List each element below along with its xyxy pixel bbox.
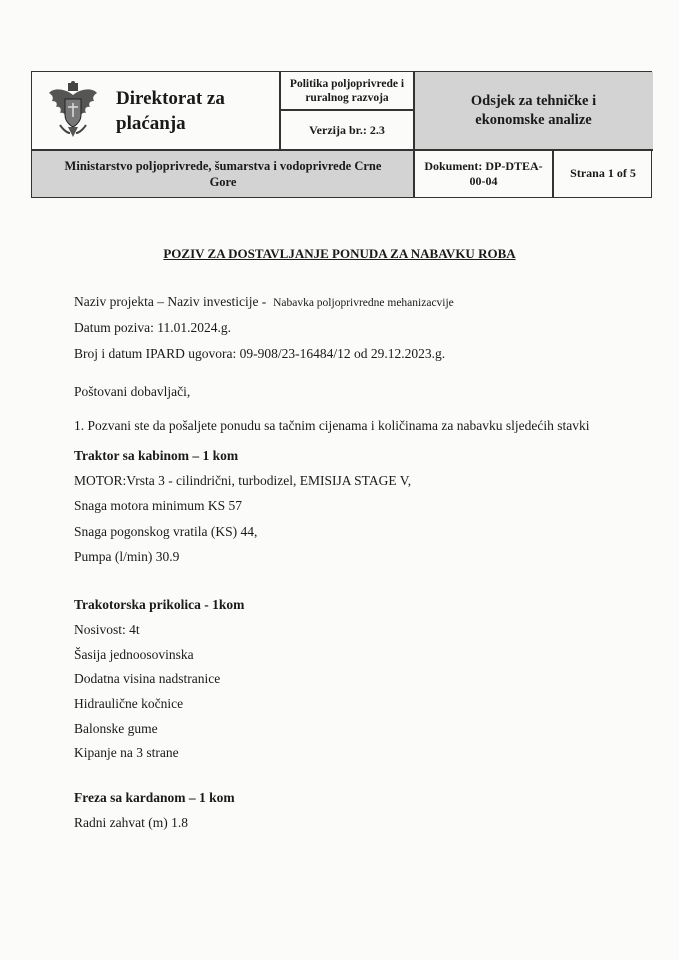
org-name: Direktorat za plaćanja [116, 88, 225, 134]
greeting: Poštovani dobavljači, [74, 384, 191, 399]
spec-line: Balonske gume [74, 721, 158, 736]
spec-line: Šasija jednoosovinska [74, 647, 194, 662]
spec-line: Hidraulične kočnice [74, 696, 184, 711]
ministry-cell: Ministarstvo poljoprivrede, šumarstva i vodoprivrede Crne Gore [32, 150, 414, 197]
item-heading: Freza sa kardanom – 1 kom [74, 790, 235, 805]
spec-line: Pumpa (l/min) 30.9 [74, 549, 180, 564]
spec-line: Nosivost: 4t [74, 622, 140, 637]
project-line [74, 294, 454, 310]
spec-line: MOTOR:Vrsta 3 - cilindrični, turbodizel, EMISIJA STAGE V, [74, 473, 412, 488]
item-heading: Traktor sa kabinom – 1 kom [74, 448, 239, 463]
page-title: POZIV ZA DOSTAVLJANJE PONUDA ZA NABAVKU ROBA [163, 246, 516, 261]
project-label: Naziv projekta – Naziv investicije - [74, 294, 267, 309]
org-cell [32, 72, 280, 150]
spec-line: Radni zahvat (m) 1.8 [74, 815, 188, 830]
department-cell: Odsjek za tehničke i ekonomske analize [414, 72, 653, 150]
contract-line: Broj i datum IPARD ugovora: 09-908/23-16484/12 od 29.12.2023.g. [74, 346, 446, 361]
document-header [31, 71, 652, 198]
policy-cell: Politika poljoprivrede i ruralnog razvoja [289, 78, 405, 104]
spec-line: Kipanje na 3 strane [74, 745, 179, 760]
item-intro: 1. Pozvani ste da pošaljete ponudu sa tačnim cijenama i količinama za nabavku sljedećih stavki [74, 418, 590, 433]
version-cell: Verzija br.: 2.3 [309, 122, 385, 137]
project-value: Nabavka poljoprivredne mehanizacvije [273, 297, 454, 309]
item-heading: Trakotorska prikolica - 1kom [74, 597, 245, 612]
invitation-date: Datum poziva: 11.01.2024.g. [74, 320, 231, 335]
spec-line: Dodatna visina nadstranice [74, 671, 221, 686]
spec-line: Snaga motora minimum KS 57 [74, 498, 242, 513]
page-number-cell: Strana 1 of 5 [570, 166, 636, 180]
spec-line: Snaga pogonskog vratila (KS) 44, [74, 524, 258, 539]
document-id-cell: Dokument: DP-DTEA- 00-04 [424, 158, 543, 188]
coat-of-arms-icon [46, 81, 100, 141]
